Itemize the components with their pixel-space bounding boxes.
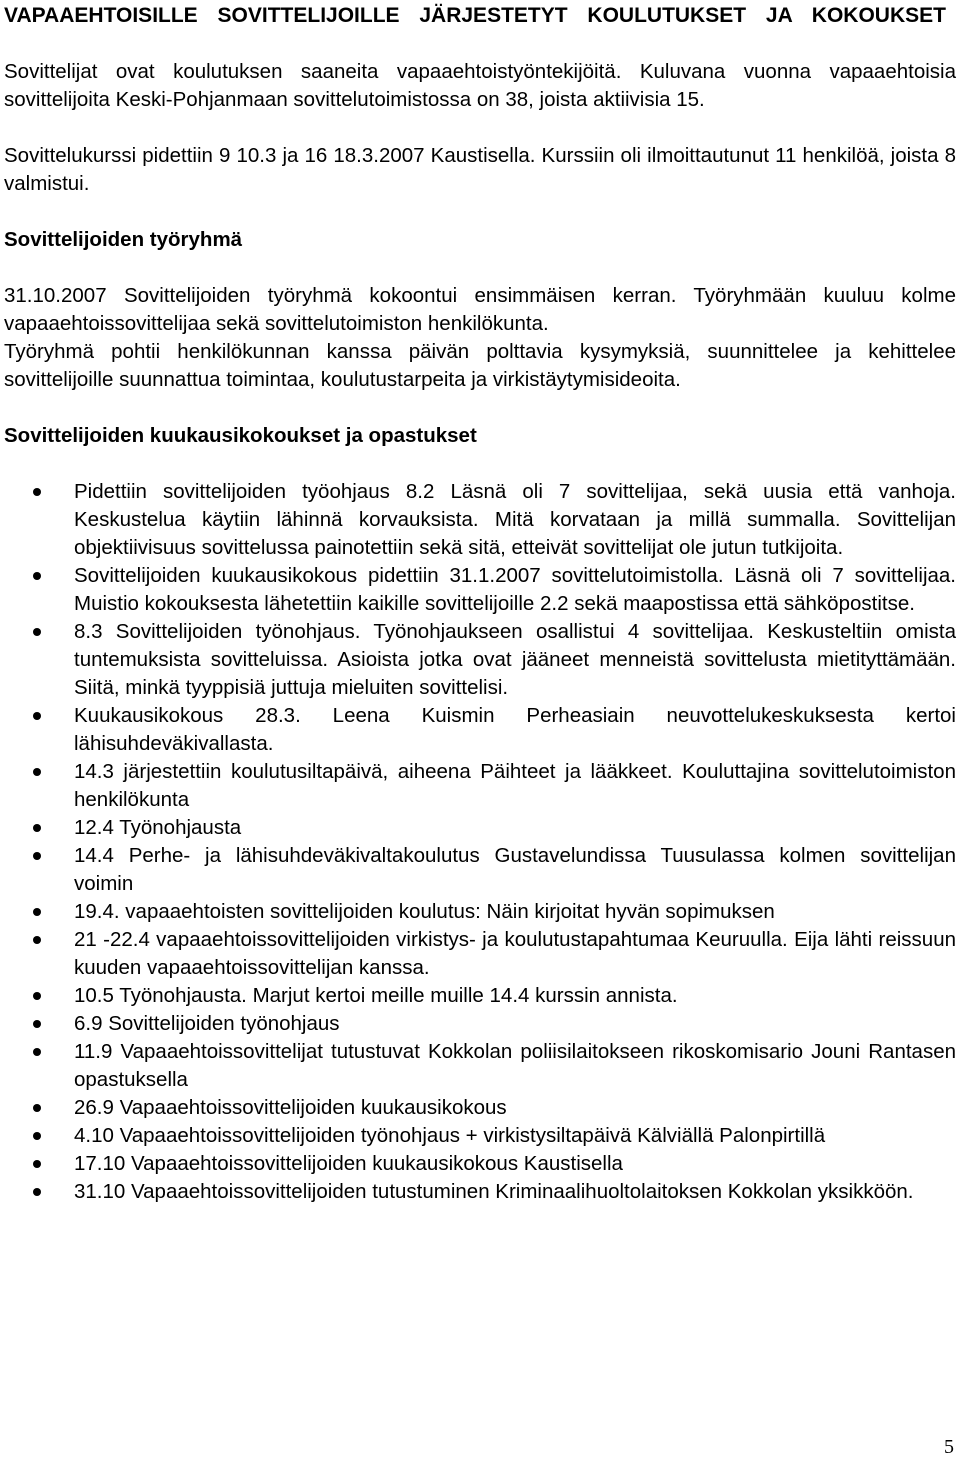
list-item <box>4 898 956 926</box>
bullet-icon <box>33 992 41 1000</box>
list-item-text: 10.5 Työnohjausta. Marjut kertoi meille muille 14.4 kurssin annista. <box>74 984 678 1007</box>
bullet-icon <box>33 628 41 636</box>
bullet-icon <box>33 1132 41 1140</box>
list-item <box>4 814 956 842</box>
list-item-text: Pidettiin sovittelijoiden työohjaus 8.2 Läsnä oli 7 sovittelijaa, sekä uusia että vanhoja. Keskustelua käytiin lähinnä korvauksista. Mitä korvataan ja millä summalla. Sovittelijan objektiivisuus sovittelussa painotettiin sekä sitä, etteivät sovittelijat ole jutun tutkijoita. <box>74 480 956 559</box>
list-item-text: 12.4 Työnohjausta <box>74 816 242 839</box>
bullet-icon <box>33 572 41 580</box>
list-item-text: 26.9 Vapaaehtoissovittelijoiden kuukausikokous <box>74 1096 507 1119</box>
list-item <box>4 758 956 814</box>
list-item <box>4 982 956 1010</box>
document-heading: VAPAAEHTOISILLE SOVITTELIJOILLE JÄRJESTETYT KOULUTUKSET JA KOKOUKSET <box>4 4 946 27</box>
spacer <box>4 198 956 226</box>
meetings-list <box>4 478 956 1206</box>
bullet-icon <box>33 1020 41 1028</box>
list-item-text: 14.3 järjestettiin koulutusiltapäivä, aiheena Päihteet ja lääkkeet. Kouluttajina sovittelutoimiston henkilökunta <box>74 760 956 811</box>
spacer <box>4 394 956 422</box>
bullet-icon <box>33 1160 41 1168</box>
bullet-icon <box>33 824 41 832</box>
bullet-icon <box>33 712 41 720</box>
intro-paragraph-1: Sovittelijat ovat koulutuksen saaneita vapaaehtoistyöntekijöitä. Kuluvana vuonna vapaaehtoisia sovittelijoita Keski-Pohjanmaan sovittelutoimistossa on 38, joista aktiivisia 15. <box>4 60 956 111</box>
spacer <box>4 114 956 142</box>
list-item-text: 31.10 Vapaaehtoissovittelijoiden tutustuminen Kriminaalihuoltolaitoksen Kokkolan yksikköön. <box>74 1180 914 1203</box>
spacer <box>4 30 956 58</box>
spacer <box>4 450 956 478</box>
bullet-icon <box>33 488 41 496</box>
list-item-text: 11.9 Vapaaehtoissovittelijat tutustuvat Kokkolan poliisilaitokseen rikoskomisario Jouni Rantasen opastuksella <box>74 1040 956 1091</box>
workgroup-paragraph-1: 31.10.2007 Sovittelijoiden työryhmä kokoontui ensimmäisen kerran. Työryhmään kuuluu kolme vapaaehtoissovittelijaa sekä sovittelutoimiston henkilökunta. <box>4 284 956 335</box>
list-item <box>4 618 956 702</box>
list-item-text: 21 -22.4 vapaaehtoissovittelijoiden virkistys- ja koulutustapahtumaa Keuruulla. Eija lähti reissuun kuuden vapaaehtoissovittelijan kanssa. <box>74 928 956 979</box>
bullet-icon <box>33 1048 41 1056</box>
spacer <box>4 254 956 282</box>
meetings-heading: Sovittelijoiden kuukausikokoukset ja opastukset <box>4 424 477 447</box>
document-page <box>4 2 956 1206</box>
list-item-text: Sovittelijoiden kuukausikokous pidettiin 31.1.2007 sovittelutoimistolla. Läsnä oli 7 sovittelijaa. Muistio kokouksesta lähetettiin kaikille sovittelijoille 2.2 sekä maapostissa että sähköpostitse. <box>74 564 956 615</box>
list-item-text: 4.10 Vapaaehtoissovittelijoiden työnohjaus + virkistysiltapäivä Kälviällä Palonpirtillä <box>74 1124 826 1147</box>
bullet-icon <box>33 852 41 860</box>
list-item <box>4 1010 956 1038</box>
list-item <box>4 1122 956 1150</box>
list-item-text: 6.9 Sovittelijoiden työnohjaus <box>74 1012 340 1035</box>
list-item <box>4 1038 956 1094</box>
bullet-icon <box>33 936 41 944</box>
list-item <box>4 702 956 758</box>
workgroup-paragraph-2: Työryhmä pohtii henkilökunnan kanssa päivän polttavia kysymyksiä, suunnittelee ja kehittelee sovittelijoille suunnattua toimintaa, koulutustarpeita ja virkistäytymisideoita. <box>4 340 956 391</box>
list-item-text: 8.3 Sovittelijoiden työnohjaus. Työnohjaukseen osallistui 4 sovittelijaa. Keskusteltiin omista tuntemuksista sovitteluissa. Asioista jotka ovat jääneet menneistä sovittelusta mietityttämään. Siitä, minkä tyyppisiä juttuja mieluiten sovittelisi. <box>74 620 956 699</box>
bullet-icon <box>33 768 41 776</box>
list-item <box>4 842 956 898</box>
workgroup-heading: Sovittelijoiden työryhmä <box>4 228 243 251</box>
list-item <box>4 1094 956 1122</box>
list-item-text: 19.4. vapaaehtoisten sovittelijoiden koulutus: Näin kirjoitat hyvän sopimuksen <box>74 900 775 923</box>
bullet-icon <box>33 1104 41 1112</box>
list-item <box>4 478 956 562</box>
bullet-icon <box>33 1188 41 1196</box>
list-item <box>4 926 956 982</box>
bullet-icon <box>33 908 41 916</box>
list-item-text: Kuukausikokous 28.3. Leena Kuismin Perheasiain neuvottelukeskuksesta kertoi lähisuhdeväkivallasta. <box>74 704 956 755</box>
page-number: 5 <box>944 1436 954 1458</box>
list-item-text: 17.10 Vapaaehtoissovittelijoiden kuukausikokous Kaustisella <box>74 1152 623 1175</box>
list-item <box>4 562 956 618</box>
intro-paragraph-2: Sovittelukurssi pidettiin 9 10.3 ja 16 18.3.2007 Kaustisella. Kurssiin oli ilmoittautunut 11 henkilöä, joista 8 valmistui. <box>4 144 956 195</box>
list-item-text: 14.4 Perhe- ja lähisuhdeväkivaltakoulutus Gustavelundissa Tuusulassa kolmen sovittelijan voimin <box>74 844 956 895</box>
list-item <box>4 1178 956 1206</box>
list-item <box>4 1150 956 1178</box>
